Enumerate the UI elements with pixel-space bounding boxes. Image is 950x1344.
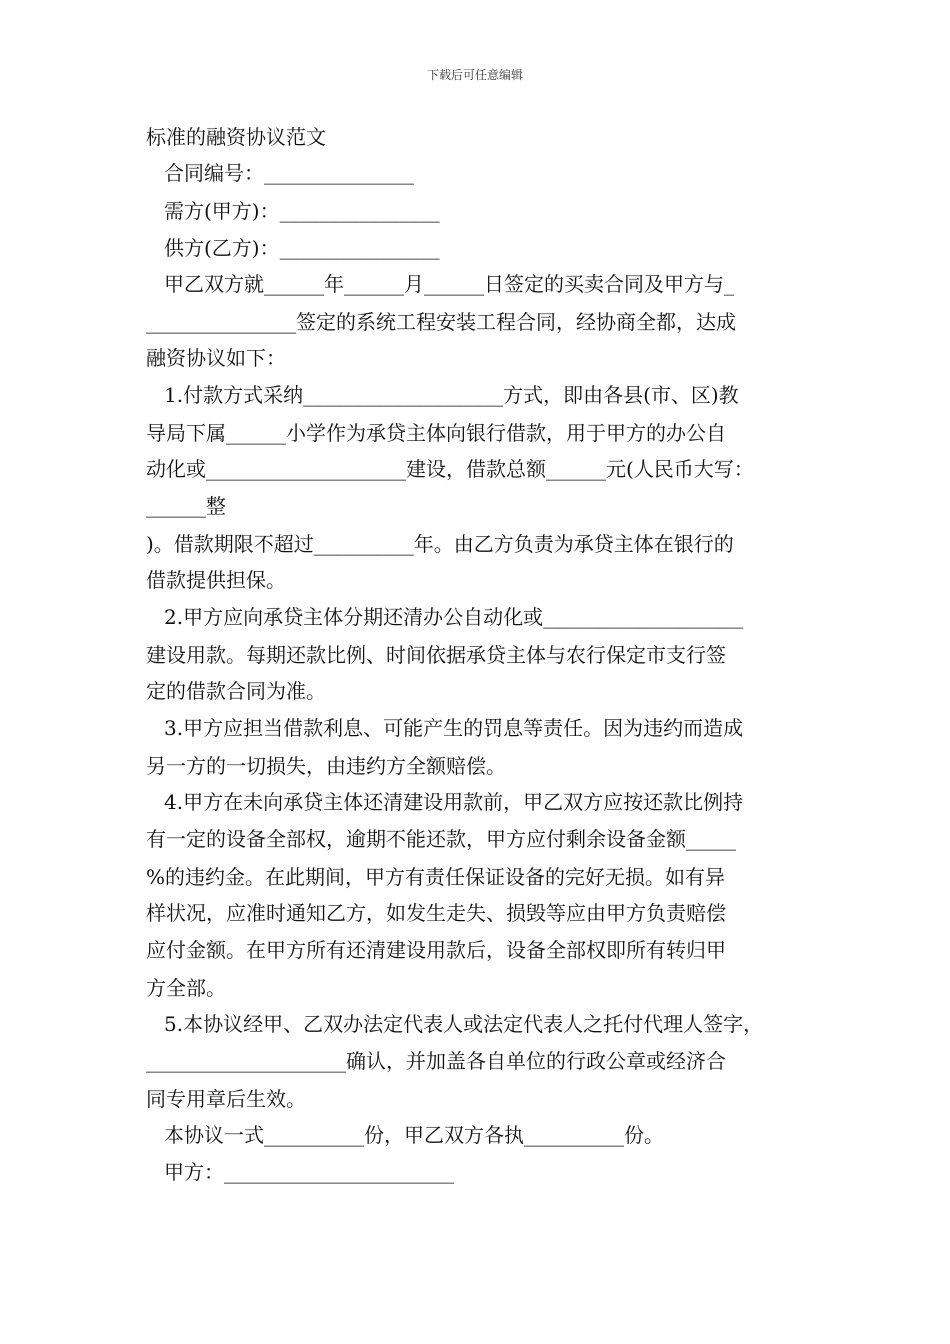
body-text-line: 甲乙双方就______年______月______日签定的买卖合同及甲方与_ bbox=[164, 272, 734, 296]
contract-number-line: 合同编号：_______________ bbox=[164, 161, 414, 185]
clause-1-line: 借款提供担保。 bbox=[146, 568, 286, 592]
clause-1-line: 动化或____________________建设，借款总额______元(人民币大写： bbox=[146, 457, 754, 481]
copies-line: 本协议一式__________份，甲乙双方各执__________份。 bbox=[164, 1123, 664, 1147]
clause-5-line: 5.本协议经甲、乙双办法定代表人或法定代表人之托付代理人签字， bbox=[164, 1012, 764, 1036]
clause-5-line: ____________________确认，并加盖各自单位的行政公章或经济合 bbox=[146, 1049, 726, 1073]
signature-party-a-line: 甲方：_______________________ bbox=[164, 1160, 454, 1184]
clause-4-line: %的违约金。在此期间，甲方有责任保证设备的完好无损。如有异 bbox=[146, 865, 726, 889]
clause-1-line: )。借款期限不超过__________年。由乙方负责为承贷主体在银行的 bbox=[146, 532, 734, 556]
document-title: 标准的融资协议范文 bbox=[146, 125, 326, 149]
clause-3-line: 另一方的一切损失，由违约方全额赔偿。 bbox=[146, 754, 506, 778]
clause-5-line: 同专用章后生效。 bbox=[146, 1087, 306, 1111]
clause-1-line: 1.付款方式采纳____________________方式，即由各县(市、区)教 bbox=[164, 383, 739, 407]
clause-1-line: ______整 bbox=[146, 494, 226, 518]
clause-4-line: 4.甲方在未向承贷主体还清建设用款前，甲乙双方应按还款比例持 bbox=[164, 790, 744, 814]
party-a-line: 需方(甲方)：________________ bbox=[164, 199, 440, 223]
clause-4-line: 样状况，应准时通知乙方，如发生走失、损毁等应由甲方负责赔偿 bbox=[146, 901, 726, 925]
clause-4-line: 应付金额。在甲方所有还清建设用款后，设备全部权即所有转归甲 bbox=[146, 938, 726, 962]
clause-4-line: 有一定的设备全部权，逾期不能还款，甲方应付剩余设备金额_____ bbox=[146, 827, 736, 851]
body-text-line: 融资协议如下： bbox=[146, 346, 286, 370]
clause-2-line: 2.甲方应向承贷主体分期还清办公自动化或____________________ bbox=[164, 605, 744, 629]
clause-4-line: 方全部。 bbox=[146, 976, 226, 1000]
page-header-note: 下载后可任意编辑 bbox=[426, 68, 523, 82]
clause-1-line: 导局下属______小学作为承贷主体向银行借款，用于甲方的办公自 bbox=[146, 421, 726, 445]
clause-2-line: 定的借款合同为准。 bbox=[146, 679, 326, 703]
clause-2-line: 建设用款。每期还款比例、时间依据承贷主体与农行保定市支行签 bbox=[146, 643, 726, 667]
party-b-line: 供方(乙方)：________________ bbox=[164, 236, 440, 260]
body-text-line: _______________签定的系统工程安装工程合同，经协商全都，达成 bbox=[146, 310, 736, 334]
clause-3-line: 3.甲方应担当借款利息、可能产生的罚息等责任。因为违约而造成 bbox=[164, 716, 744, 740]
